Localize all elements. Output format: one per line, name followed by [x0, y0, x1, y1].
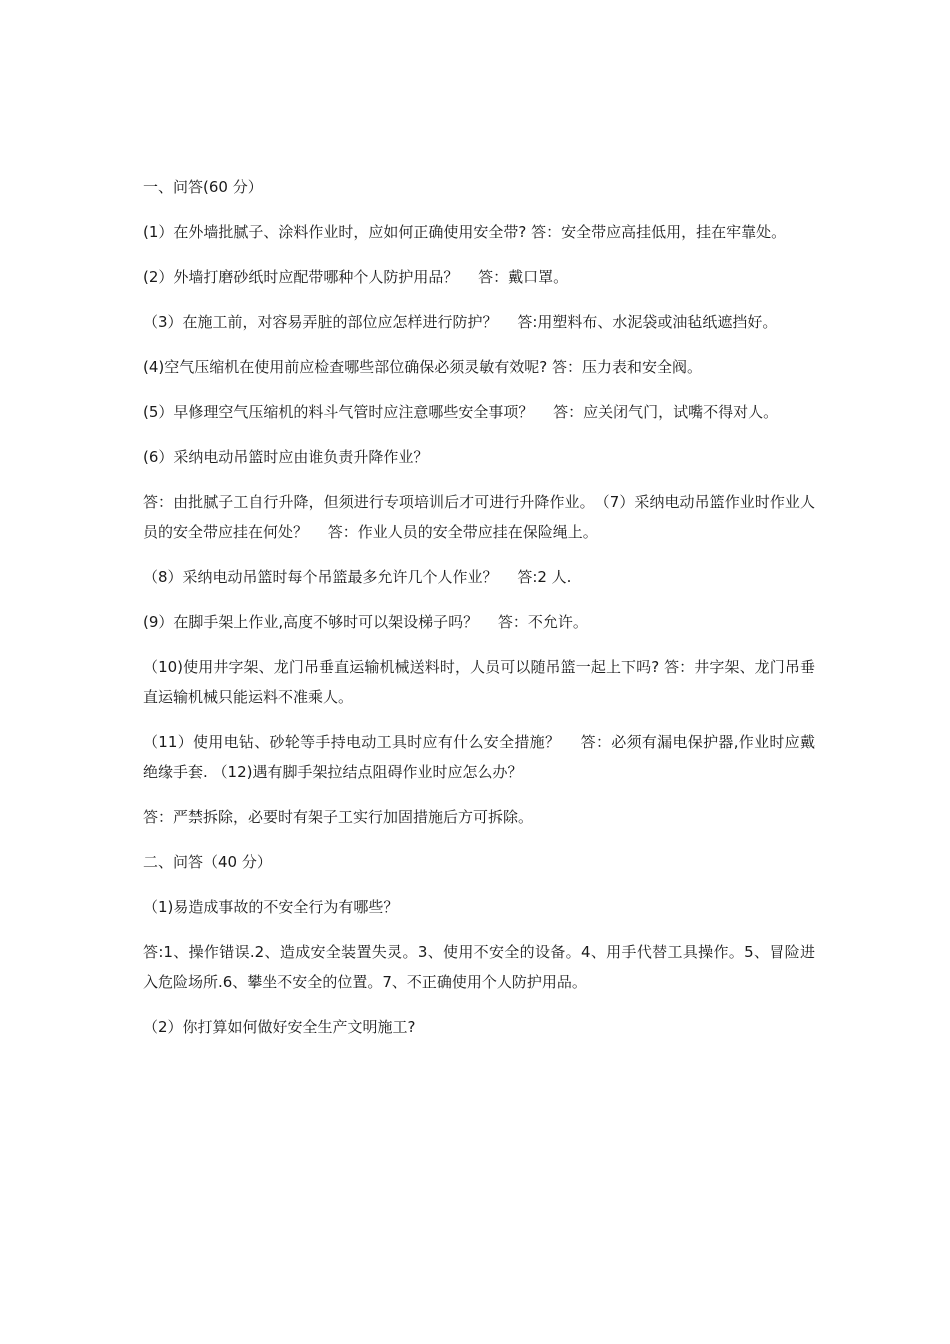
question-9: (9）在脚手架上作业,高度不够时可以架设梯子吗？ 答：不允许。 — [143, 613, 588, 631]
answer-6-question-7: 答：由批腻子工自行升降，但须进行专项培训后才可进行升降作业。 （7）采纳电动吊篮作业时作业人员的安全带应挂在何处？ 答：作业人员的安全带应挂在保险绳上。 — [143, 493, 815, 541]
question-1: (1）在外墙批腻子、涂料作业时，应如何正确使用安全带? 答：安全带应高挂低用，挂在牢靠处。 — [143, 223, 787, 241]
question-10: （10)使用井字架、龙门吊垂直运输机械送料时，人员可以随吊篮一起上下吗? 答：井字架、龙门吊垂直运输机械只能运料不准乘人。 — [143, 658, 815, 706]
section-2-answer-1: 答:1、操作错误.2、造成安全装置失灵。3、使用不安全的设备。4、用手代替工具操作。5、冒险进入危险场所.6、攀坐不安全的位置。7、不正确使用个人防护用品。 — [143, 943, 815, 991]
question-4: (4)空气压缩机在使用前应检查哪些部位确保必须灵敏有效呢? 答：压力表和安全阀。 — [143, 358, 702, 376]
section-2-heading: 二、问答（40 分） — [143, 853, 272, 871]
question-3: （3）在施工前，对容易弄脏的部位应怎样进行防护？ 答:用塑料布、水泥袋或油毡纸遮挡好。 — [143, 313, 778, 331]
section-2-question-1: （1)易造成事故的不安全行为有哪些？ — [143, 898, 399, 916]
section-2-question-2: （2）你打算如何做好安全生产文明施工? — [143, 1018, 416, 1036]
question-8: （8）采纳电动吊篮时每个吊篮最多允许几个人作业？ 答:2 人. — [143, 568, 572, 586]
question-5: (5）早修理空气压缩机的料斗气管时应注意哪些安全事项？ 答：应关闭气门，试嘴不得对人。 — [143, 403, 779, 421]
document-body — [143, 172, 815, 1057]
section-1-heading: 一、问答(60 分） — [143, 178, 263, 196]
answer-12: 答：严禁拆除，必要时有架子工实行加固措施后方可拆除。 — [143, 808, 534, 826]
question-2: (2）外墙打磨砂纸时应配带哪种个人防护用品？ 答：戴口罩。 — [143, 268, 569, 286]
question-11-12: （11）使用电钻、砂轮等手持电动工具时应有什么安全措施？ 答：必须有漏电保护器,作业时应戴绝缘手套. （12)遇有脚手架拉结点阻碍作业时应怎么办？ — [143, 733, 815, 781]
question-6: (6）采纳电动吊篮时应由谁负责升降作业？ — [143, 448, 429, 466]
